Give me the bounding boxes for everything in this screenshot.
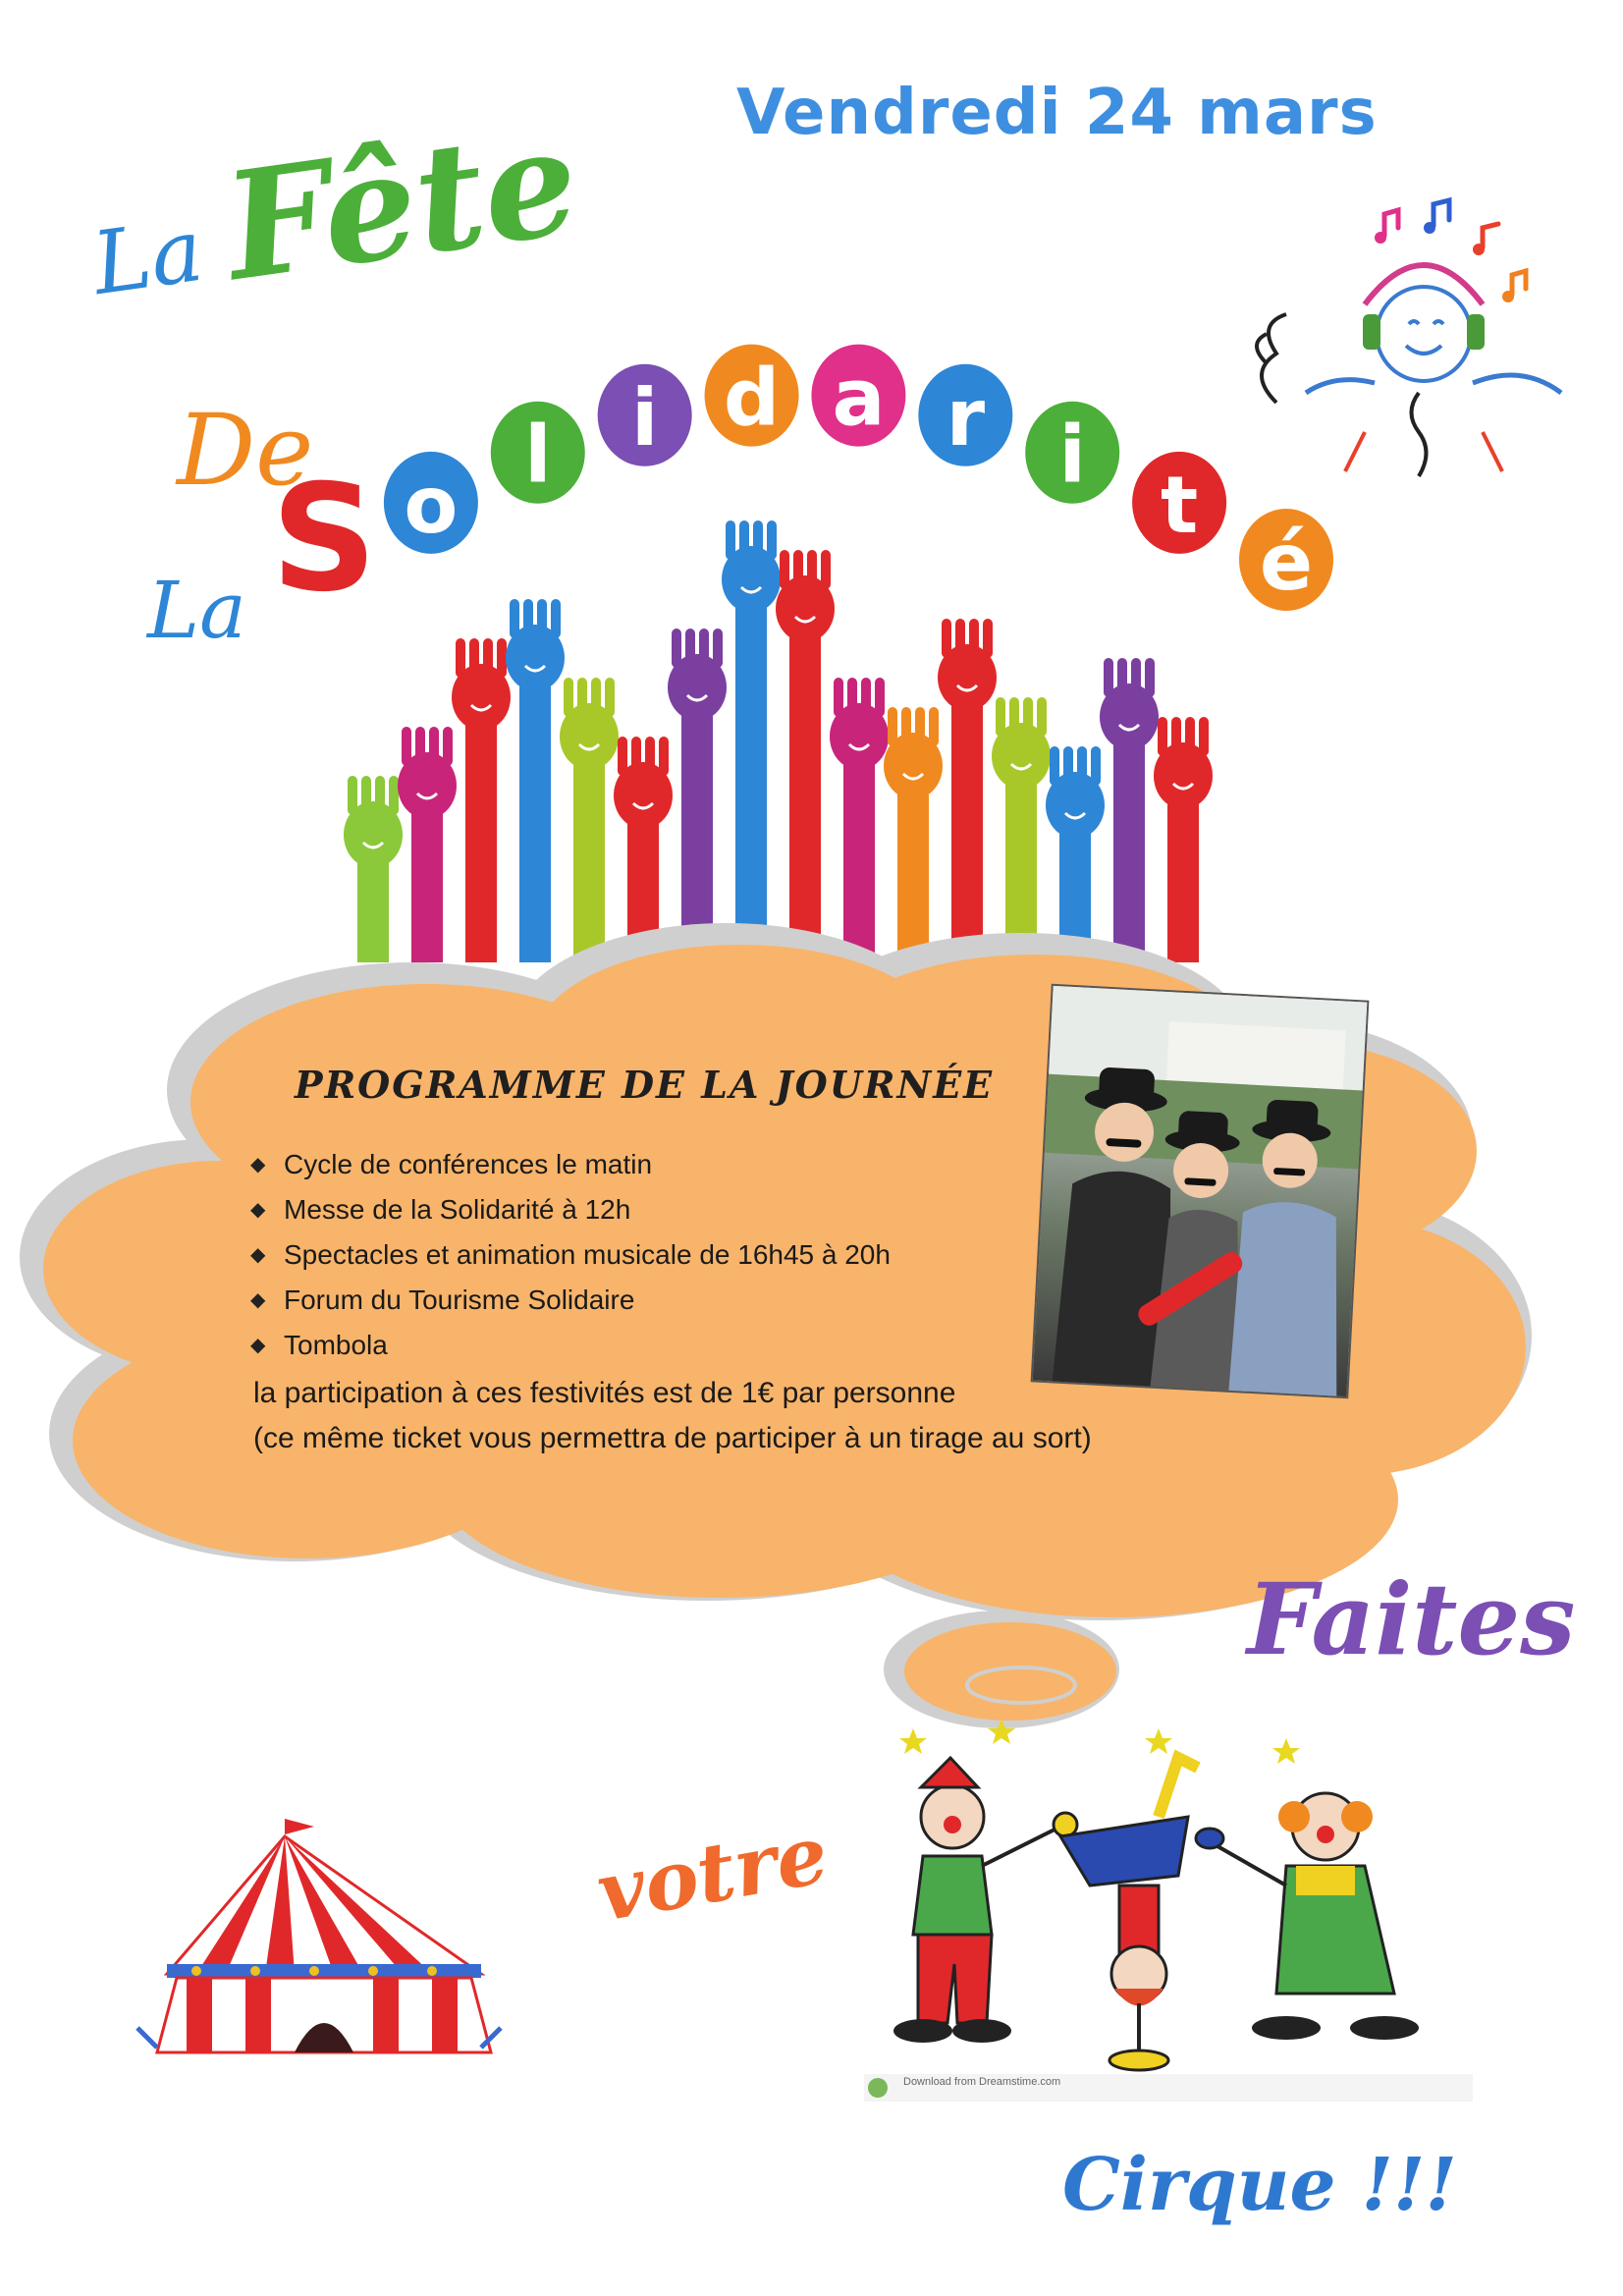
raised-hand bbox=[452, 638, 511, 962]
title-la-2: La bbox=[147, 565, 246, 656]
raised-hand bbox=[722, 520, 781, 962]
raised-hand bbox=[560, 678, 619, 962]
event-date: Vendredi 24 mars bbox=[736, 77, 1378, 149]
title-la-1: La bbox=[86, 198, 209, 315]
slogan-faites: Faites bbox=[1247, 1561, 1576, 1677]
image-credit: Download from Dreamstime.com bbox=[903, 2076, 1061, 2088]
title-fete: Fête bbox=[215, 93, 588, 315]
title-letter: é bbox=[1259, 517, 1314, 608]
title-letter: i bbox=[630, 371, 659, 464]
list-item: ◆ Spectacles et animation musicale de 16h45 à 20h bbox=[250, 1232, 891, 1278]
raised-hand bbox=[776, 550, 835, 962]
bullet-icon: ◆ bbox=[250, 1335, 266, 1356]
list-item: ◆ Tombola bbox=[250, 1323, 891, 1368]
slogan-cirque: Cirque !!! bbox=[1062, 2143, 1457, 2227]
title-letter: o bbox=[404, 459, 459, 551]
raised-hand bbox=[830, 678, 889, 962]
raised-hand bbox=[1100, 658, 1159, 962]
raised-hands-illustration bbox=[353, 501, 1237, 913]
smiley-headphones-icon bbox=[1247, 196, 1581, 491]
music-notes-icon bbox=[1375, 200, 1526, 302]
title-letter: t bbox=[1160, 459, 1199, 551]
title-letter: d bbox=[723, 352, 781, 444]
bullet-icon: ◆ bbox=[250, 1199, 266, 1221]
circus-tent-icon bbox=[128, 1817, 520, 2072]
title-de: De bbox=[177, 393, 314, 508]
title-letter: S bbox=[270, 454, 378, 625]
bullet-icon: ◆ bbox=[250, 1244, 266, 1266]
participation-text bbox=[253, 1371, 1092, 1461]
list-item: ◆ Messe de la Solidarité à 12h bbox=[250, 1187, 891, 1232]
bullet-icon: ◆ bbox=[250, 1289, 266, 1311]
bullet-icon: ◆ bbox=[250, 1154, 266, 1175]
title-letter: r bbox=[946, 371, 986, 464]
programme-list bbox=[250, 1142, 891, 1368]
children-photo bbox=[1031, 984, 1370, 1398]
programme-title: PROGRAMME DE LA JOURNÉE bbox=[295, 1063, 995, 1107]
list-item: ◆ Cycle de conférences le matin bbox=[250, 1142, 891, 1187]
slogan-votre: votre bbox=[590, 1807, 836, 1941]
participation-price: la participation à ces festivités est de 1€ par personne bbox=[253, 1377, 956, 1409]
title-letter: l bbox=[524, 409, 552, 501]
title-letter: a bbox=[832, 352, 886, 444]
ticket-note: (ce même ticket vous permettra de participer à un tirage au sort) bbox=[253, 1422, 1092, 1454]
clowns-illustration bbox=[864, 1709, 1473, 2102]
raised-hand bbox=[668, 629, 727, 962]
raised-hand bbox=[938, 619, 997, 962]
list-item: ◆ Forum du Tourisme Solidaire bbox=[250, 1278, 891, 1323]
title-letter: i bbox=[1058, 409, 1086, 501]
raised-hand bbox=[506, 599, 565, 962]
